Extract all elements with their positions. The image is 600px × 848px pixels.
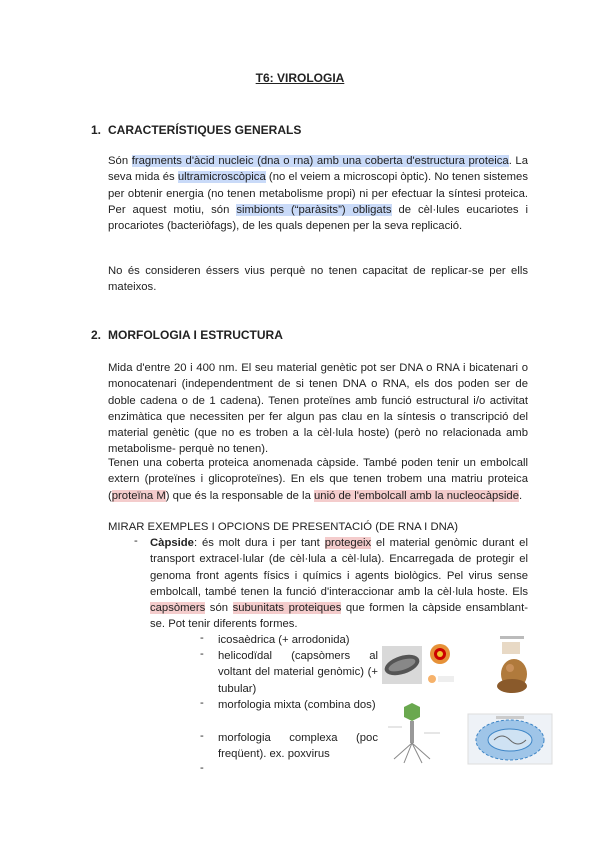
helical-virus-image <box>380 634 460 692</box>
bacteriophage-image <box>382 697 448 767</box>
section-1-number: 1. <box>91 123 102 137</box>
section-1-paragraph-1 <box>108 153 528 234</box>
section-2-number: 2. <box>91 328 102 342</box>
page-title: T6: VIROLOGIA <box>255 71 345 85</box>
subitem-helicoidal: helicodïdal (capsòmers al voltant del material genòmic) (+ tubular) <box>218 650 378 695</box>
section-1-heading <box>91 123 301 137</box>
text-run: Són <box>108 155 132 167</box>
section-2-heading <box>91 328 283 342</box>
highlight-red: proteïna M <box>111 489 166 502</box>
text-run: . La seva mida és <box>108 155 528 184</box>
subitem-icosaedrica: icosaèdrica (+ arrodonida) <box>218 634 350 646</box>
enveloped-virus-image <box>466 710 554 766</box>
section-1-paragraph-2: No és consideren éssers vius perquè no tenen capacitat de replicar-se per ells mateixos. <box>108 265 528 294</box>
section-2-paragraph-3: MIRAR EXEMPLES I OPCIONS DE PRESENTACIÓ (DE RNA I DNA) <box>108 521 459 533</box>
text-run: . <box>519 489 523 502</box>
text-run: Tenen una coberta proteica anomenada càpside. També poden tenir un embolcall extern (proteïnes i glicoproteïnes). En els que tenen trobem una matriu proteica ( <box>108 457 528 502</box>
text-run: : és molt dura i per tant <box>193 537 325 549</box>
subitem-dash: - <box>200 632 204 644</box>
subitem-dash: - <box>200 697 204 709</box>
capside-term: Càpside <box>150 537 194 549</box>
highlight-blue: ultramicroscòpica <box>177 171 266 184</box>
subitem-complexa: morfologia complexa (poc freqüent). ex. poxvirus <box>218 732 378 761</box>
highlight-red: unió de l'embolcall amb la nucleocàpside <box>314 489 519 502</box>
section-2-paragraph-1: Mida d'entre 20 i 400 nm. El seu material genètic pot ser DNA o RNA i bicatenari o monocatenari (independentment de si tenen DNA o RNA, els dos poden ser de doble cadena o de 1 cadena). Tenen proteïnes amb funció estructural i/o activitat enzimàtica que necessiten per fer algun pas clau en la síntesis o transcripció del material genètic (que no es troben a la cèl·lula hoste) (però no relacionada amb metabolisme- perquè no tenen). <box>108 362 528 456</box>
subitem-dash: - <box>200 762 204 774</box>
subitem-dash: - <box>200 648 204 660</box>
highlight-blue: simbionts (“paràsits”) obligats <box>236 203 392 216</box>
text-run: (no el veiem a microscopi òptic). No tenen sistemes per obtenir energia (no tenen metabolisme propi) ni per efectuar la síntesi proteica. Per aquest motiu, són <box>108 171 528 216</box>
subitem-mixta: morfologia mixta (combina dos) <box>218 699 376 711</box>
tubular-virus-image <box>492 634 532 696</box>
text-run: el material genòmic durant el transport extracel·lular (de cèl·lula a cèl·lula). Encarregada de protegir el genoma front agents físics i químics i agents biològics. Pel virus sense embolcall, també tenen la funció d'interaccionar amb la cèl·lula hoste. Els <box>150 537 528 598</box>
section-2-paragraph-2 <box>108 455 528 504</box>
text-run: que formen la càpside ensamblant-se. Pot tenir diferents formes. <box>150 602 528 631</box>
text-run: ) que és la responsable de la <box>165 489 314 502</box>
bullet-dash: - <box>134 535 138 547</box>
highlight-red: subunitats proteiques <box>232 602 342 615</box>
section-1-title: CARACTERÍSTIQUES GENERALS <box>108 123 302 137</box>
highlight-red: capsòmers <box>150 602 206 615</box>
capside-bullet <box>150 535 528 633</box>
highlight-blue: fragments d'àcid nucleic (dna o rna) amb una coberta d'estructura proteica <box>131 155 509 167</box>
text-run: de cèl·lules eucariotes i procariotes (bacteriòfags), de les quals depenen per la seva replicació. <box>108 203 528 233</box>
section-2-title: MORFOLOGIA I ESTRUCTURA <box>108 328 283 342</box>
text-run: són <box>205 602 233 615</box>
subitem-dash: - <box>200 730 204 742</box>
highlight-red: protegeix <box>324 537 372 549</box>
